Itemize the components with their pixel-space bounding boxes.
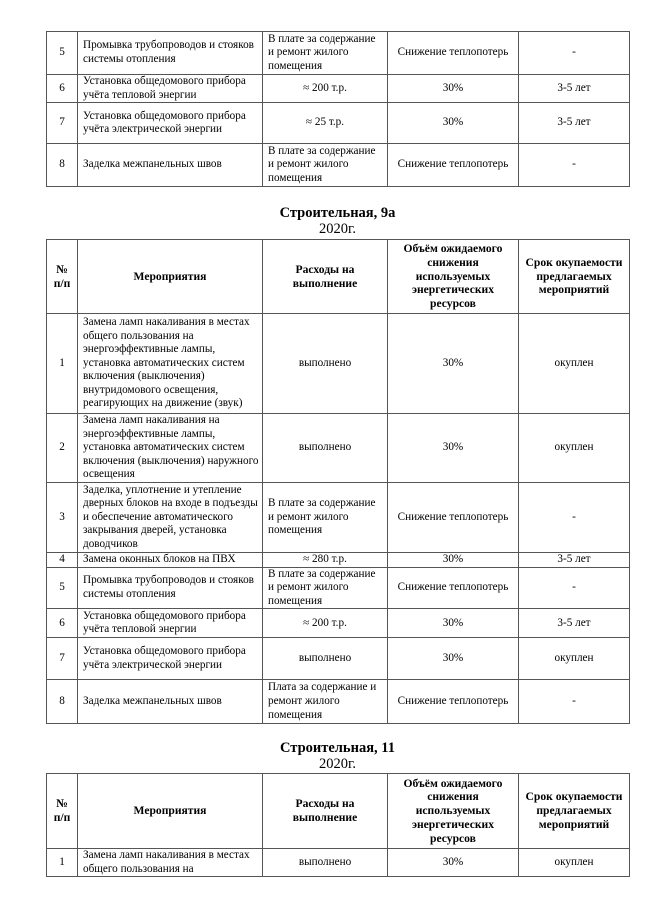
measures-table-continued xyxy=(46,31,630,187)
row-activity: Заделка, уплотнение и утепление дверных блоков на входе в подъезды и обеспечение автоматического закрывания дверей, установка доводчиков xyxy=(78,483,263,553)
row-number: 5 xyxy=(47,32,78,75)
row-activity: Замена ламп накаливания на энергоэффективные лампы, установка автоматических систем включения (выключения) наружного освещения xyxy=(78,414,263,483)
measures-table-9a xyxy=(46,239,630,724)
table-row xyxy=(47,638,630,680)
table-row xyxy=(47,680,630,724)
section-title: Строительная, 11 xyxy=(279,740,395,756)
row-cost: В плате за содержание и ремонт жилого помещения xyxy=(263,144,388,187)
row-cost: ≈ 200 т.р. xyxy=(263,75,388,103)
section-year: 2020г. xyxy=(319,221,356,237)
row-cost: выполнено xyxy=(263,314,388,414)
row-effect: Снижение теплопотерь xyxy=(388,680,519,724)
row-cost: В плате за содержание и ремонт жилого помещения xyxy=(263,483,388,553)
row-effect: Снижение теплопотерь xyxy=(388,567,519,609)
header-activity: Мероприятия xyxy=(78,774,263,849)
row-payback: окуплен xyxy=(519,849,630,877)
header-payback: Срок окупаемости предлагаемых мероприятий xyxy=(519,240,630,314)
row-cost: ≈ 200 т.р. xyxy=(263,609,388,638)
table-header-row xyxy=(47,240,630,314)
row-number: 6 xyxy=(47,609,78,638)
row-payback: окуплен xyxy=(519,638,630,680)
row-number: 3 xyxy=(47,483,78,553)
row-payback: 3-5 лет xyxy=(519,75,630,103)
row-cost: выполнено xyxy=(263,849,388,877)
row-payback: 3-5 лет xyxy=(519,609,630,638)
table-row xyxy=(47,414,630,483)
row-effect: 30% xyxy=(388,314,519,414)
row-payback: окуплен xyxy=(519,414,630,483)
header-cost: Расходы на выполнение xyxy=(263,774,388,849)
row-activity: Установка общедомового прибора учёта тепловой энергии xyxy=(78,609,263,638)
row-number: 4 xyxy=(47,553,78,568)
row-activity: Замена ламп накаливания в местах общего пользования на энергоэффективные лампы, установка автоматических систем включения (выключения) внутридомового освещения, реагирующих на движение (звук) xyxy=(78,314,263,414)
row-activity: Замена ламп накаливания в местах общего пользования на xyxy=(78,849,263,877)
row-number: 6 xyxy=(47,75,78,103)
row-payback: окуплен xyxy=(519,314,630,414)
table-row xyxy=(47,609,630,638)
row-number: 7 xyxy=(47,638,78,680)
section-heading-9a xyxy=(46,205,629,237)
row-effect: 30% xyxy=(388,75,519,103)
header-activity: Мероприятия xyxy=(78,240,263,314)
row-number: 2 xyxy=(47,414,78,483)
row-effect: 30% xyxy=(388,553,519,568)
row-payback: 3-5 лет xyxy=(519,103,630,144)
row-activity: Заделка межпанельных швов xyxy=(78,144,263,187)
row-payback: 3-5 лет xyxy=(519,553,630,568)
table-row xyxy=(47,314,630,414)
row-payback: - xyxy=(519,567,630,609)
row-cost: выполнено xyxy=(263,638,388,680)
header-effect: Объём ожидаемого снижения используемых энергетических ресурсов xyxy=(388,240,519,314)
row-number: 1 xyxy=(47,314,78,414)
row-payback: - xyxy=(519,680,630,724)
table-row xyxy=(47,553,630,568)
row-cost: ≈ 25 т.р. xyxy=(263,103,388,144)
table-row xyxy=(47,75,630,103)
section-title: Строительная, 9а xyxy=(279,205,396,221)
header-effect: Объём ожидаемого снижения используемых энергетических ресурсов xyxy=(388,774,519,849)
header-payback: Срок окупаемости предлагаемых мероприятий xyxy=(519,774,630,849)
row-activity: Заделка межпанельных швов xyxy=(78,680,263,724)
header-num: № п/п xyxy=(47,774,78,849)
table-header-row xyxy=(47,774,630,849)
row-payback: - xyxy=(519,483,630,553)
row-payback: - xyxy=(519,32,630,75)
header-num: № п/п xyxy=(47,240,78,314)
section-year: 2020г. xyxy=(319,756,356,772)
section-heading-11 xyxy=(46,740,629,772)
header-cost: Расходы на выполнение xyxy=(263,240,388,314)
measures-table-11 xyxy=(46,773,630,877)
row-cost: ≈ 280 т.р. xyxy=(263,553,388,568)
row-effect: 30% xyxy=(388,638,519,680)
row-payback: - xyxy=(519,144,630,187)
row-activity: Установка общедомового прибора учёта электрической энергии xyxy=(78,103,263,144)
table-row xyxy=(47,483,630,553)
row-effect: Снижение теплопотерь xyxy=(388,32,519,75)
table-row xyxy=(47,567,630,609)
row-cost: выполнено xyxy=(263,414,388,483)
row-cost: В плате за содержание и ремонт жилого помещения xyxy=(263,32,388,75)
row-number: 8 xyxy=(47,144,78,187)
row-activity: Установка общедомового прибора учёта тепловой энергии xyxy=(78,75,263,103)
row-activity: Замена оконных блоков на ПВХ xyxy=(78,553,263,568)
row-activity: Установка общедомового прибора учёта электрической энергии xyxy=(78,638,263,680)
row-effect: Снижение теплопотерь xyxy=(388,483,519,553)
row-number: 8 xyxy=(47,680,78,724)
row-effect: 30% xyxy=(388,414,519,483)
row-activity: Промывка трубопроводов и стояков системы отопления xyxy=(78,32,263,75)
row-activity: Промывка трубопроводов и стояков системы отопления xyxy=(78,567,263,609)
row-effect: 30% xyxy=(388,609,519,638)
row-number: 5 xyxy=(47,567,78,609)
row-number: 7 xyxy=(47,103,78,144)
table-row xyxy=(47,103,630,144)
row-effect: Снижение теплопотерь xyxy=(388,144,519,187)
table-row xyxy=(47,144,630,187)
row-effect: 30% xyxy=(388,849,519,877)
row-number: 1 xyxy=(47,849,78,877)
table-row xyxy=(47,32,630,75)
table-row xyxy=(47,849,630,877)
row-cost: Плата за содержание и ремонт жилого помещения xyxy=(263,680,388,724)
row-effect: 30% xyxy=(388,103,519,144)
row-cost: В плате за содержание и ремонт жилого помещения xyxy=(263,567,388,609)
